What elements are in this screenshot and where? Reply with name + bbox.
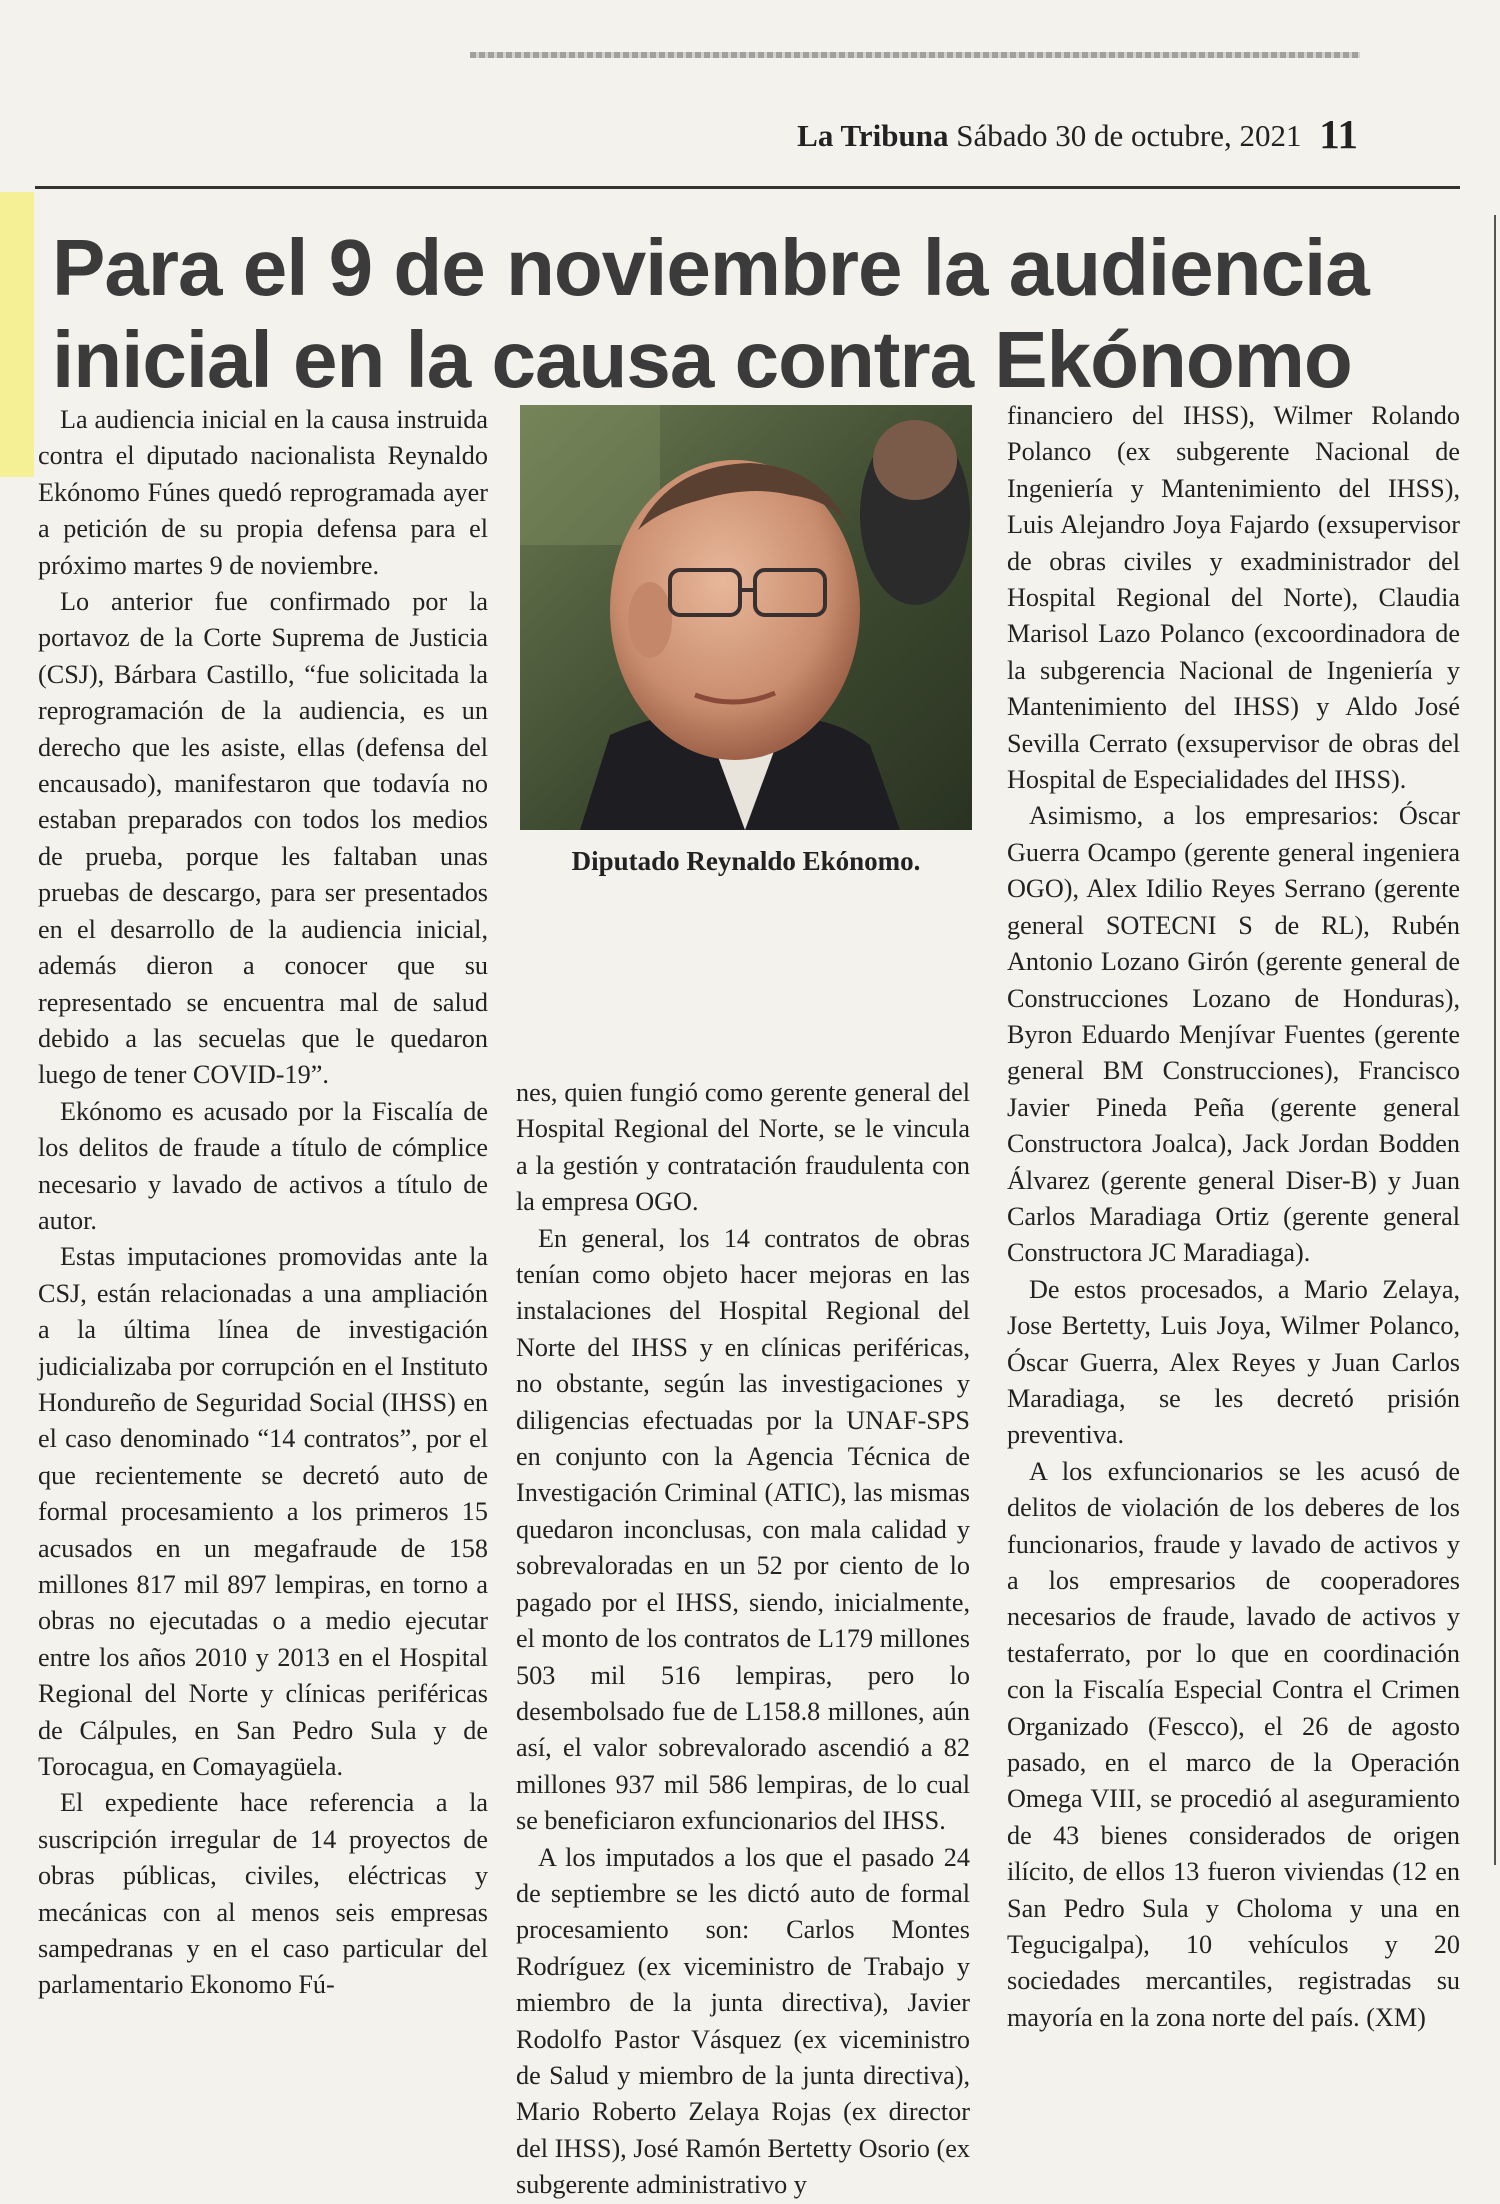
photo-caption: Diputado Reynaldo Ekónomo. bbox=[571, 846, 921, 876]
newspaper-name: La Tribuna bbox=[797, 118, 949, 153]
paragraph: En general, los 14 contratos de obras tenían como objeto hacer mejoras en las instalaciones del Hospital Regional del Norte del IHSS y en clínicas periféricas, no obstante, según las investigaciones y diligencias efectuadas por la UNAF-SPS en conjunto con la Agencia Técnica de Investigación Criminal (ATIC), las mismas quedaron inconclusas, con mala calidad y sobrevaloradas en un 52 por ciento de lo pagado por el IHSS, siendo, inicialmente, el monto de los contratos de L179 millones 503 mil 516 lempiras, pero lo desembolsado fue de L158.8 millones, aún así, el valor sobrevalorado ascendió a 82 millones 937 mil 586 lempiras, de lo cual se beneficiaron exfuncionarios del IHSS. bbox=[516, 1223, 970, 1836]
article-headline: Para el 9 de noviembre la audiencia inicial en la causa contra Ekónomo bbox=[52, 223, 1369, 404]
column-divider bbox=[1494, 215, 1496, 1865]
top-divider bbox=[470, 52, 1360, 58]
paragraph: Asimismo, a los empresarios: Óscar Guerra Ocampo (gerente general ingeniera OGO), Alex Idilio Reyes Serrano (gerente general SOTECNI S de RL), Rubén Antonio Lozano Girón (gerente general de Construcciones Lozano de Honduras), Byron Eduardo Menjívar Fuentes (gerente general BM Construcciones), Francisco Javier Pineda Peña (gerente general Constructora Joalca), Jack Jordan Bodden Álvarez (gerente general Diser-B) y Juan Carlos Maradiaga Ortiz (gerente general Constructora JC Maradiaga). bbox=[1007, 801, 1460, 1268]
header-rule bbox=[35, 186, 1460, 189]
paragraph: Lo anterior fue confirmado por la portavoz de la Corte Suprema de Justicia (CSJ), Bárbara Castillo, “fue solicitada la reprogramación de la audiencia, es un derecho que les asiste, ellas (defensa del encausado), manifestaron que todavía no estaban preparados con todos los medios de prueba, porque les faltaban unas pruebas de descargo, para ser presentados en el desarrollo de la audiencia inicial, además dieron a conocer que su representado se encuentra mal de salud debido a las secuelas que le quedaron luego de tener COVID-19”. bbox=[38, 587, 488, 1090]
portrait-image bbox=[520, 405, 972, 830]
paragraph: De estos procesados, a Mario Zelaya, Jose Bertetty, Luis Joya, Wilmer Polanco, Óscar Guerra, Alex Reyes y Juan Carlos Maradiaga, se les decretó prisión preventiva. bbox=[1007, 1274, 1460, 1450]
paragraph: El expediente hace referencia a la suscripción irregular de 14 proyectos de obras públicas, civiles, eléctricas y mecánicas con al menos seis empresas sampedranas y en el caso particular del parlamentario Ekonomo Fú- bbox=[38, 1788, 488, 2000]
column-right bbox=[1007, 398, 1460, 2036]
issue-date: Sábado 30 de octubre, 2021 bbox=[956, 118, 1302, 153]
paragraph: nes, quien fungió como gerente general del Hospital Regional del Norte, se le vincula a la gestión y contratación fraudulenta con la empresa OGO. bbox=[516, 1078, 970, 1217]
column-middle bbox=[516, 1075, 970, 2204]
portrait-photo bbox=[520, 405, 972, 830]
paragraph: Ekónomo es acusado por la Fiscalía de los delitos de fraude a título de cómplice necesario y lavado de activos a título de autor. bbox=[38, 1096, 488, 1235]
page-header bbox=[797, 110, 1358, 158]
highlighter-mark bbox=[0, 192, 34, 477]
paragraph: Estas imputaciones promovidas ante la CSJ, están relacionadas a una ampliación a la última línea de investigación judicializaba por corrupción en el Instituto Hondureño de Seguridad Social (IHSS) en el caso denominado “14 contratos”, por el que recientemente se decretó auto de formal procesamiento a los primeros 15 acusados en un megafraude de 158 millones 817 mil 897 lempiras, en torno a obras no ejecutadas o a medio ejecutar entre los años 2010 y 2013 en el Hospital Regional del Norte y clínicas periféricas de Cálpules, en San Pedro Sula y de Torocagua, en Comayagüela. bbox=[38, 1242, 488, 1782]
page-number: 11 bbox=[1319, 111, 1358, 157]
paragraph: financiero del IHSS), Wilmer Rolando Polanco (ex subgerente Nacional de Ingeniería y Mantenimiento del IHSS), Luis Alejandro Joya Fajardo (exsupervisor de obras civiles y exadministrador del Hospital Regional del Norte), Claudia Marisol Lazo Polanco (excoordinadora de la subgerencia Nacional de Ingeniería y Mantenimiento del IHSS) y Aldo José Sevilla Cerrato (exsupervisor de obras del Hospital de Especialidades del IHSS). bbox=[1007, 401, 1460, 795]
paragraph: A los imputados a los que el pasado 24 de septiembre se les dictó auto de formal procesamiento son: Carlos Montes Rodríguez (ex viceministro de Trabajo y miembro de la junta directiva), Javier Rodolfo Pastor Vásquez (ex viceministro de Salud y miembro de la junta directiva), Mario Roberto Zelaya Rojas (ex director del IHSS), José Ramón Bertetty Osorio (ex subgerente administrativo y bbox=[516, 1842, 970, 2200]
column-left bbox=[38, 402, 488, 2004]
paragraph: A los exfuncionarios se les acusó de delitos de violación de los deberes de los funcionarios, fraude y lavado de activos y a los empresarios de cooperadores necesarios de fraude, lavado de activos y testaferrato, por lo que en coordinación con la Fiscalía Especial Contra el Crimen Organizado (Fescco), el 26 de agosto pasado, en el marco de la Operación Omega VIII, se procedió al aseguramiento de 43 bienes considerados de origen ilícito, de ellos 13 fueron viviendas (12 en San Pedro Sula y Choloma y una en Tegucigalpa), 10 vehículos y 20 sociedades mercantiles, registradas su mayoría en la zona norte del país. (XM) bbox=[1007, 1456, 1460, 2032]
paragraph: La audiencia inicial en la causa instruida contra el diputado nacionalista Reynaldo Ekónomo Fúnes quedó reprogramada ayer a petición de su propia defensa para el próximo martes 9 de noviembre. bbox=[38, 405, 488, 580]
